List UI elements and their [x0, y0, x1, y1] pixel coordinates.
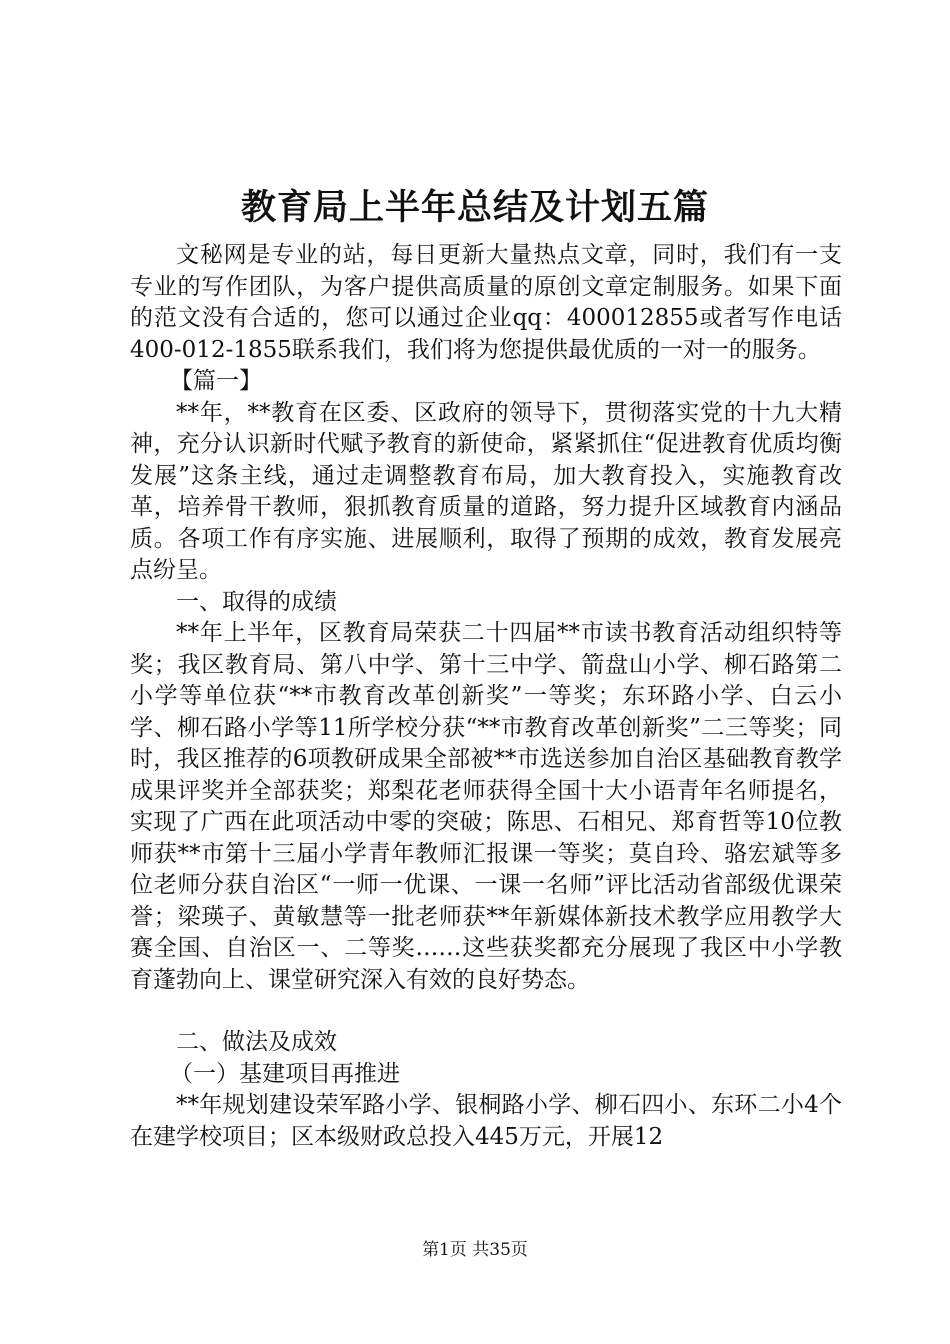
achievements-paragraph: **年上半年，区教育局荣获二十四届**市读书教育活动组织特等奖；我区教育局、第八中学、第十三中学、箭盘山小学、柳石路第二小学等单位获“**市教育改革创新奖”一等奖；东环路小学、白云小学、柳石路小学等11所学校分获“**市教育改革创新奖”二三等奖；同时，我区推荐的6项教研成果全部被**市选送参加自治区基础教育教学成果评奖并全部获奖；郑梨花老师获得全国十大小语青年名师提名，实现了广西在此项活动中零的突破；陈思、石相兄、郑育哲等10位教师获**市第十三届小学青年教师汇报课一等奖；莫自玲、骆宏斌等多位老师分获自治区“一师一优课、一课一名师”评比活动省部级优课荣誉；梁瑛子、黄敏慧等一批老师获**年新媒体新技术教学应用教学大赛全国、自治区一、二等奖……这些获奖都充分展现了我区中小学教育蓬勃向上、课堂研究深入有效的良好势态。: [130, 620, 842, 993]
document-body: [130, 240, 842, 1153]
construction-subheading: （一）基建项目再推进: [170, 1060, 400, 1087]
page-footer: 第1页 共35页: [422, 1240, 528, 1260]
construction-paragraph: **年规划建设荣军路小学、银桐路小学、柳石四小、东环二小4个在建学校项目；区本级财政总投入445万元，开展12: [130, 1092, 842, 1150]
part-label: 【篇一】: [170, 368, 262, 394]
overview-paragraph: **年，**教育在区委、区政府的领导下，贯彻落实党的十九大精神，充分认识新时代赋予教育的新使命，紧紧抓住“促进教育优质均衡发展”这条主线，通过走调整教育布局，加大教育投入，实施教育改革，培养骨干教师，狠抓教育质量的道路，努力提升区域教育内涵品质。各项工作有序实施、进展顺利，取得了预期的成效，教育发展亮点纷呈。: [130, 399, 842, 583]
methods-heading: 二、做法及成效: [176, 1029, 337, 1055]
page-title: 教育局上半年总结及计划五篇: [240, 187, 709, 228]
achievements-heading: 一、取得的成绩: [176, 588, 337, 615]
intro-paragraph: 文秘网是专业的站，每日更新大量热点文章，同时，我们有一支专业的写作团队，为客户提供高质量的原创文章定制服务。如果下面的范文没有合适的，您可以通过企业qq：400012855或者写作电话400-012-1855联系我们，我们将为您提供最优质的一对一的服务。: [130, 242, 842, 363]
